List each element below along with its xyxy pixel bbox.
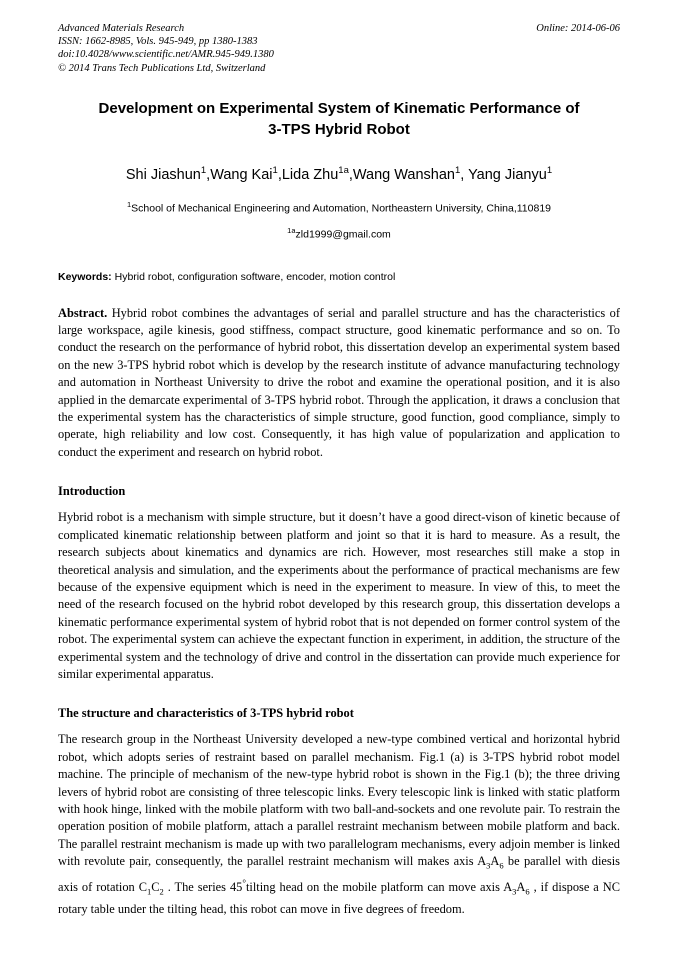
author-1: Shi Jiashun [125, 166, 201, 183]
journal-name: Advanced Materials Research [58, 23, 185, 34]
structure-paragraph [58, 731, 620, 918]
author-3: Lida Zhu [281, 166, 339, 183]
email-mark: 1a [287, 226, 296, 236]
email-text: zld1999@gmail.com [295, 228, 391, 241]
author-sep-2: , [277, 166, 282, 183]
author-sep-3: , [348, 166, 353, 183]
issn-line: ISSN: 1662-8985, Vols. 945-949, pp 1380-1383 [58, 36, 258, 48]
online-date [536, 22, 620, 35]
page-title [58, 98, 620, 140]
author-2-affil-mark: 1 [272, 164, 278, 176]
corresponding-email [58, 224, 620, 242]
section-heading-structure: The structure and characteristics of 3-TPS hybrid robot [58, 706, 354, 721]
author-2: Wang Kai [210, 166, 273, 183]
abstract-block [58, 305, 620, 462]
structure-paragraph-main: The research group in the Northeast University developed a new-type combined vertical and horizontal hybrid robot, which adopts series of restraint based on parallel mechanism. Fig.1 (a) is 3-TPS hybrid robot model machine. The principle of mechanism of the new-type hybrid robot is shown in the Fig.1 (b); the three driving levers of hybrid robot are consisting of three telescopic links. Every telescopic link is linked with static platform with hook hinge, linked with the mobile platform with two ball-and-sockets and one revolute pair. To restrain the operation position of mobile platform, attach a parallel restraint mechanism between mobile platform and back. The parallel restraint mechanism is made up with two parallelogram mechanisms, every adjoin member is linked with revolute pair, consequently, the parallel restraint mechanism will makes axis [58, 732, 620, 869]
structure-frag-1: be parallel with diesis axis of rotation [58, 854, 620, 895]
affiliation [58, 198, 620, 216]
journal-info [58, 22, 274, 75]
axis-a3a6-symbol-2: $A_3A_6$ [503, 880, 530, 897]
author-list [58, 162, 620, 184]
author-5: Yang Jianyu [468, 166, 547, 183]
introduction-paragraph: Hybrid robot is a mechanism with simple structure, but it doesn’t have a good direct-vison of kinetic because of complicated kinematic relationship between platform and joint so that it is hard to measure. As a result, the research subjects about kinematics and dynamics are rich. However, most researches still make a stop in theoretical analysis and simulation, and the experiments about the performance of practical mechanisms are few because of the expensive equipment which is need in the experiment to measure. In view of this, to meet the need of the research focused on the hybrid robot developed by this research group, this dissertation develops a kinematic performance experimental system of hybrid robot that is not depended on former control system of the robot. The experimental system can achieve the expectant function in experiment, in addition, the structure of the experimental system and the technology of drive and control in the dissertation can provide much experience for similar experimental apparatus. [58, 510, 620, 681]
keywords-block [58, 270, 620, 284]
author-sep-1: , [206, 166, 211, 183]
title-line-2: 3-TPS Hybrid Robot [268, 120, 410, 138]
doi-line: doi:10.4028/www.scientific.net/AMR.945-949.1380 [58, 49, 274, 61]
author-sep-4: , [460, 166, 469, 183]
degree-symbol: ° [242, 878, 246, 889]
author-3-affil-mark: 1a [338, 164, 349, 176]
structure-frag-2: . The series 45 [163, 880, 243, 895]
axis-a3a6-symbol: $A_3A_6$ [477, 854, 504, 871]
section-heading-introduction: Introduction [58, 484, 126, 499]
c1c2-symbol: $C_1C_2$ [138, 880, 164, 897]
title-line-1: Development on Experimental System of Kinematic Performance of [98, 99, 580, 117]
abstract-label: Abstract. [58, 305, 108, 320]
author-5-affil-mark: 1 [546, 164, 553, 176]
online-date-text: Online: 2014-06-06 [536, 23, 620, 34]
affiliation-text: School of Mechanical Engineering and Automation, Northeastern University, China,110819 [131, 202, 552, 215]
structure-frag-4: , if dispose a NC rotary table under the tilting head, this robot can move in five degrees of freedom. [58, 880, 620, 917]
keywords-label: Keywords: [58, 270, 112, 283]
copyright-line: © 2014 Trans Tech Publications Ltd, Switzerland [58, 62, 266, 74]
page-header [58, 22, 620, 75]
affiliation-mark: 1 [126, 199, 132, 209]
author-4-affil-mark: 1 [454, 164, 461, 176]
keywords-text: Hybrid robot, configuration software, encoder, motion control [111, 270, 396, 283]
author-1-affil-mark: 1 [200, 164, 207, 176]
structure-frag-3: tilting head on the mobile platform can move axis [245, 880, 504, 895]
author-4: Wang Wanshan [352, 166, 455, 183]
abstract-text: Hybrid robot combines the advantages of serial and parallel structure and has the characteristics of large workspace, agile kinesis, good stiffness, compact structure, good kinematic performance and so on. To conduct the research on the performance of hybrid robot, this dissertation develop an experimental system based on the new 3-TPS hybrid robot which is develop by the research institute of advance manufacturing technology and automation in Northeast University to drive the robot and examine the operational position, and it is also applied in the demarcate experimental of 3-TPS hybrid robot. Through the application, it draws a conclusion that the experimental system has the characteristics of simple structure, good function, good compliance, simply to operate, high reliability and low cost. Consequently, it has high value of popularization and application to conduct the experiment and research on hybrid robot. [58, 305, 620, 459]
